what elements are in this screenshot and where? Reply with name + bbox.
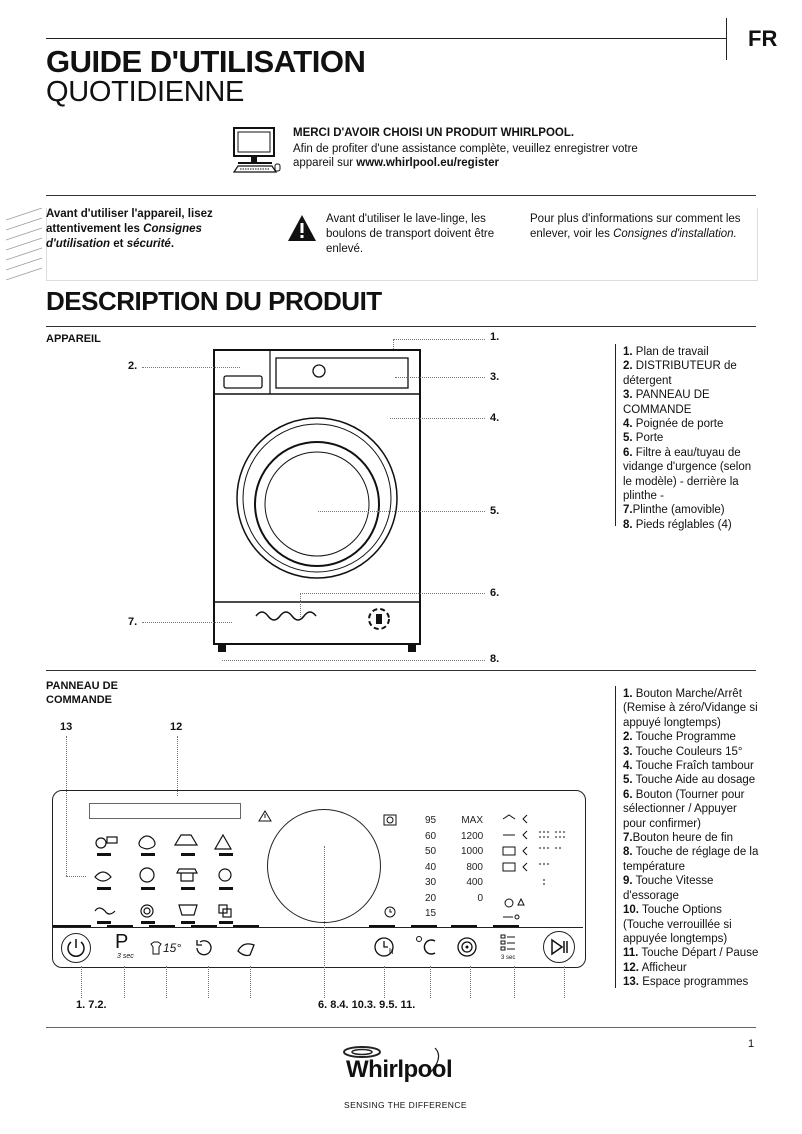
spin-speed-button[interactable] <box>455 935 479 964</box>
panel-callout-line <box>430 966 431 998</box>
panneau-rule <box>46 670 756 671</box>
program-indicator <box>97 887 111 890</box>
register-text: Afin de profiter d'une assistance complète, veuillez enregistrer votre <box>293 143 638 155</box>
program-indicator <box>181 853 195 856</box>
brand-tagline: SENSING THE DIFFERENCE <box>344 1100 467 1110</box>
callout-4: 4. <box>490 412 500 424</box>
program-indicator <box>97 853 111 856</box>
drum-icon <box>383 813 397 831</box>
callout-8: 8. <box>490 653 500 665</box>
callout-line-7 <box>142 622 232 623</box>
washing-machine-drawing <box>210 346 424 663</box>
speed-value: 0 <box>477 892 483 904</box>
callout-line-12 <box>177 736 178 796</box>
callout-line-4 <box>390 418 485 419</box>
callout-13: 13 <box>60 721 73 733</box>
spin-icon <box>455 935 479 959</box>
panel-callout-line <box>208 966 209 998</box>
program-button-label: P <box>115 931 129 953</box>
speed-value: 1200 <box>461 830 484 842</box>
option-led-grid <box>539 831 569 896</box>
legend-item: 1. Plan de travail <box>623 346 709 358</box>
colours-15-button[interactable] <box>149 939 185 959</box>
legend-item: 12. Afficheur <box>623 961 687 974</box>
callout-7: 7. <box>128 616 138 628</box>
power-button[interactable] <box>61 933 91 963</box>
register-url[interactable]: www.whirlpool.eu/register <box>356 157 500 169</box>
panel-callout-line <box>384 966 385 998</box>
panel-callouts-left: 1. 7.2. <box>76 999 107 1011</box>
panel-callout-line <box>470 966 471 998</box>
shirt-icon <box>149 941 163 955</box>
panel-divider <box>53 927 583 928</box>
options-list-icon <box>499 933 519 953</box>
panel-callout-line <box>514 966 515 998</box>
panel-callouts-right: 6. 8.4. 10.3. 9.5. 11. <box>318 999 416 1011</box>
notice-left-text: Avant d'utiliser l'appareil, lisez attentivement les Consignes d'utilisation et sécurité. <box>46 208 213 250</box>
header-vertical-rule <box>726 18 727 60</box>
legend-item: 6. Filtre à eau/tuyau de vidange d'urgence (selon le modèle) - derrière la plinthe - <box>623 446 752 503</box>
header-rule <box>46 38 726 39</box>
celsius-icon <box>415 933 439 961</box>
callout-line-6v <box>300 593 301 617</box>
brand-name: Whirlpool <box>346 1056 453 1083</box>
appareil-legend <box>623 345 753 532</box>
play-pause-icon <box>544 932 574 962</box>
notice-right-text: Pour plus d'informations sur comment les enlever, voir les Consignes d'installation. <box>530 213 741 240</box>
legend-item: 11. Touche Départ / Pause <box>623 947 759 960</box>
legend-item: 7.Plinthe (amovible) <box>623 504 725 517</box>
temp-value: 20 <box>425 892 437 904</box>
register-heading: MERCI D'AVOIR CHOISI UN PRODUIT WHIRLPOOL. <box>293 127 575 139</box>
program-indicator <box>181 921 195 924</box>
page-subtitle: QUOTIDIENNE <box>46 76 245 108</box>
callout-12: 12 <box>170 721 183 733</box>
panel-callout-line <box>324 846 325 998</box>
language-code: FR <box>748 26 778 51</box>
program-indicator <box>219 921 233 924</box>
colours-15-label: 15° <box>163 941 182 955</box>
temp-value: 30 <box>425 877 437 888</box>
legend-item: 4. Poignée de porte <box>623 418 724 431</box>
temp-value: 15 <box>425 908 437 919</box>
clock-small-icon <box>383 905 397 924</box>
program-indicator <box>181 887 195 890</box>
legend-rule-1 <box>615 344 616 526</box>
page-title: GUIDE D'UTILISATION <box>46 44 366 79</box>
options-button-sub: 3 sec <box>501 955 516 961</box>
temp-value: 40 <box>425 861 437 873</box>
program-indicator <box>141 921 155 924</box>
panel-callout-line <box>564 966 565 998</box>
callout-1: 1. <box>490 331 500 343</box>
callout-6: 6. <box>490 587 500 599</box>
program-indicator <box>219 853 233 856</box>
temperature-button[interactable] <box>415 933 439 966</box>
program-indicator <box>219 887 233 890</box>
end-time-label: h <box>389 947 394 956</box>
section-title: DESCRIPTION DU PRODUIT <box>46 286 382 316</box>
dosing-aid-button[interactable] <box>235 937 257 964</box>
panel-callout-line <box>166 966 167 998</box>
clock-icon <box>371 933 399 961</box>
temperature-list <box>425 813 436 922</box>
callout-line-5 <box>318 511 485 512</box>
end-time-button[interactable] <box>371 933 399 961</box>
legend-item: 2. DISTRIBUTEUR de détergent <box>623 360 737 387</box>
program-button[interactable] <box>113 933 143 963</box>
callout-line-1 <box>393 339 485 340</box>
callout-5: 5. <box>490 505 500 517</box>
drum-refresh-icon <box>193 937 215 959</box>
warning-icon <box>286 213 318 248</box>
power-icon <box>62 934 90 962</box>
temp-value: 95 <box>425 815 437 826</box>
legend-item: 9. Touche Vitesse d'essorage <box>623 875 714 902</box>
computer-icon <box>232 126 282 179</box>
legend-item: 13. Espace programmes <box>623 976 749 989</box>
temp-value: 60 <box>425 830 437 842</box>
callout-line-2 <box>142 367 240 368</box>
legend-item: 3. PANNEAU DE COMMANDE <box>623 389 710 416</box>
temp-value: 50 <box>425 846 437 857</box>
panel-callout-line <box>81 966 82 998</box>
panneau-label-1: PANNEAU DE <box>46 680 118 692</box>
drum-refresh-button[interactable] <box>193 937 215 964</box>
callout-line-3 <box>395 377 485 378</box>
speed-value: 400 <box>466 877 483 888</box>
speed-value: 800 <box>466 861 483 873</box>
warning-small-icon <box>258 809 272 827</box>
options-button[interactable] <box>495 933 525 963</box>
legend-item: 5. Touche Aide au dosage <box>623 774 756 787</box>
start-pause-button[interactable] <box>543 931 575 963</box>
option-icons-column <box>499 811 535 928</box>
legend-item: 4. Touche Fraîch tambour <box>623 760 754 773</box>
panneau-legend <box>623 687 759 990</box>
section-rule <box>46 326 756 327</box>
callout-line-8 <box>222 660 485 661</box>
hatch-decoration <box>6 208 46 280</box>
program-button-sub: 3 sec <box>117 953 134 960</box>
program-indicator <box>141 853 155 856</box>
callout-2: 2. <box>128 360 138 372</box>
control-panel <box>52 790 586 968</box>
panneau-label-2: COMMANDE <box>46 694 112 706</box>
footer-rule <box>46 1027 756 1028</box>
appareil-label: APPAREIL <box>46 333 101 345</box>
panel-callout-line <box>250 966 251 998</box>
speed-value: 1000 <box>461 846 484 857</box>
legend-item: 1. Bouton Marche/Arrêt (Remise à zéro/Vidange si appuyé longtemps) <box>623 688 758 729</box>
notice-middle-text: Avant d'utiliser le lave-linge, les boulons de transport doivent être enlevé. <box>326 213 495 255</box>
dosing-icon <box>235 937 257 959</box>
legend-item: 8. Touche de réglage de la température <box>623 846 759 873</box>
register-text-2: appareil sur www.whirlpool.eu/register <box>293 157 500 169</box>
program-indicator <box>97 921 111 924</box>
speed-value: MAX <box>461 815 483 826</box>
callout-line-1v <box>393 339 394 349</box>
callout-line-6 <box>300 593 485 594</box>
legend-item: 8. Pieds réglables (4) <box>623 518 732 531</box>
legend-rule-2 <box>615 686 616 988</box>
legend-item: 6. Bouton (Tourner pour sélectionner / Appuyer pour confirmer) <box>623 788 745 830</box>
speed-list <box>461 813 483 906</box>
legend-item: 5. Porte <box>623 432 664 445</box>
panel-callout-line <box>124 966 125 998</box>
program-indicator <box>141 887 155 890</box>
legend-item: 7.Bouton heure de fin <box>623 832 733 845</box>
notice-top-rule <box>46 195 756 196</box>
display <box>89 803 241 819</box>
legend-item: 10. Touche Options (Touche verrouillée si appuyée longtemps) <box>623 904 732 945</box>
legend-item: 3. Touche Couleurs 15° <box>623 745 743 758</box>
page-number: 1 <box>748 1038 755 1050</box>
callout-3: 3. <box>490 371 500 383</box>
legend-item: 2. Touche Programme <box>623 731 736 744</box>
